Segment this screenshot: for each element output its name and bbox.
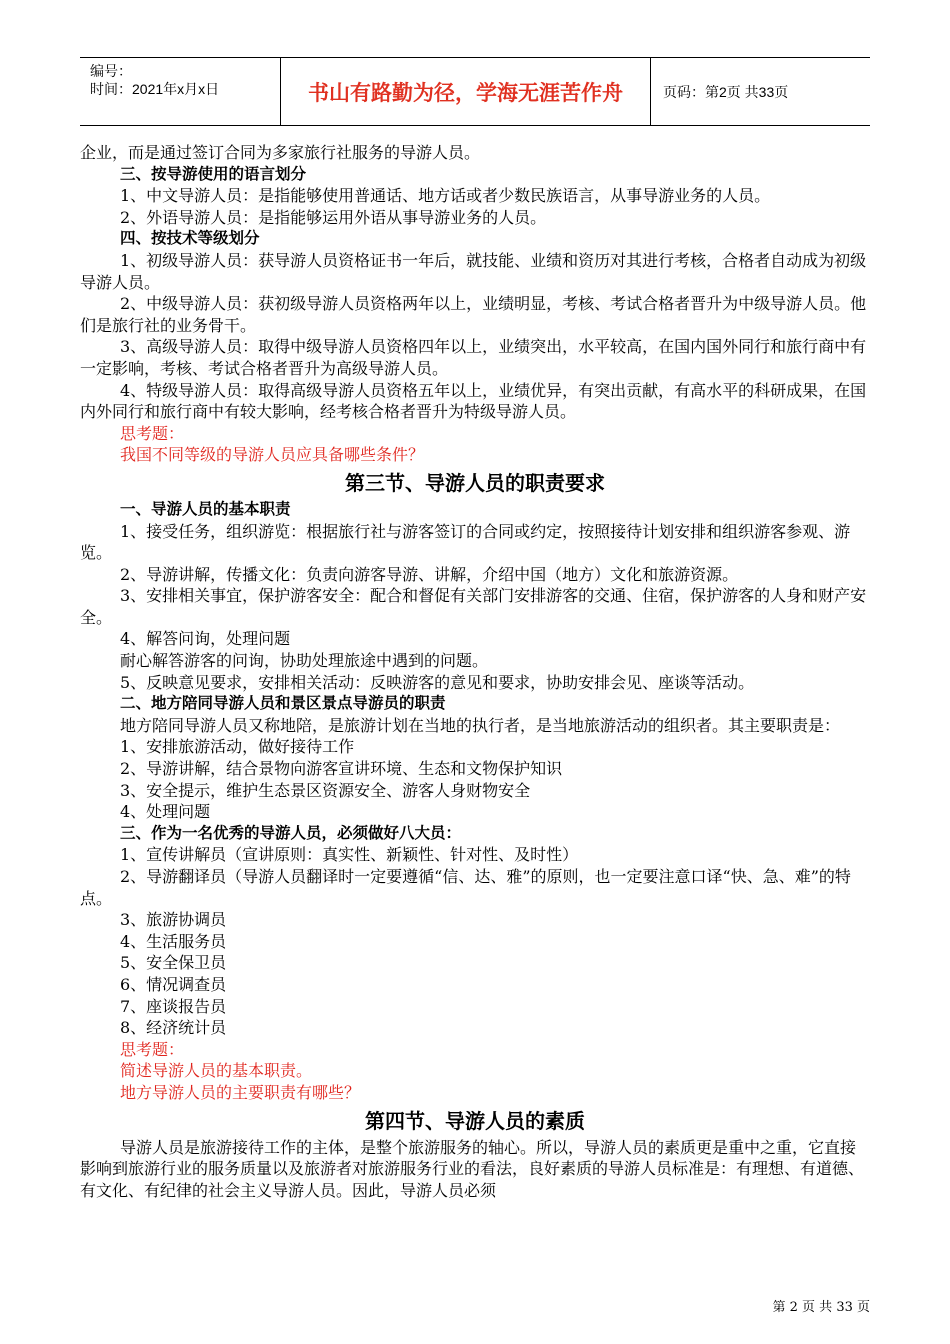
paragraph: 1、接受任务，组织游览：根据旅行社与游客签订的合同或约定，按照接待计划安排和组织游客参观、游览。 <box>80 521 851 563</box>
heading-local-guide: 二、地方陪同导游人员和景区景点导游员的职责 <box>120 694 446 713</box>
page-footer: 第 2 页 共 33 页 <box>772 1300 870 1315</box>
paragraph: 1、初级导游人员：获导游人员资格证书一年后，就技能、业绩和资历对其进行考核，合格者自动成为初级导游人员。 <box>80 250 867 292</box>
paragraph: 1、中文导游人员：是指能够使用普通话、地方话或者少数民族语言，从事导游业务的人员。 <box>120 186 771 206</box>
paragraph: 2、中级导游人员：获初级导游人员资格两年以上，业绩明显，考核、考试合格者晋升为中级导游人员。他们是旅行社的业务骨干。 <box>80 294 867 335</box>
paragraph: 5、反映意见要求，安排相关活动：反映游客的意见和要求，协助安排会见、座谈等活动。 <box>120 672 755 692</box>
doc-time: 时间：2021年x月x日 <box>90 81 220 97</box>
think-label: 思考题： <box>120 423 185 443</box>
section-title: 第三节、导游人员的职责要求 <box>345 470 605 495</box>
paragraph: 导游人员是旅游接待工作的主体，是整个旅游服务的轴心。所以，导游人员的素质更是重中之重，它直接影响到旅游行业的服务质量以及旅游者对旅游服务行业的看法，良好素质的导游人员标准是：有理想、有道德、有文化、有纪律的社会主义导游人员。因此，导游人员必须 <box>80 1137 865 1200</box>
paragraph: 2、导游讲解，传播文化：负责向游客导游、讲解，介绍中国（地方）文化和旅游资源。 <box>120 564 739 584</box>
page-header <box>80 57 870 126</box>
paragraph: 3、高级导游人员：取得中级导游人员资格四年以上，业绩突出，水平较高，在国内国外同行和旅行商中有一定影响，考核、考试合格者晋升为高级导游人员。 <box>80 337 867 378</box>
header-page-info: 页码：第2页 共33页 <box>663 83 789 100</box>
paragraph: 2、外语导游人员：是指能够运用外语从事导游业务的人员。 <box>120 207 547 227</box>
list-item: 7、座谈报告员 <box>120 996 227 1016</box>
list-item: 2、导游讲解，结合景物向游客宣讲环境、生态和文物保护知识 <box>120 759 563 779</box>
think-question: 地方导游人员的主要职责有哪些？ <box>120 1082 361 1102</box>
heading-level: 四、按技术等级划分 <box>120 229 260 248</box>
list-item: 8、经济统计员 <box>120 1018 227 1038</box>
list-item: 3、旅游协调员 <box>120 910 227 930</box>
list-item: 3、安全提示，维护生态景区资源安全、游客人身财物安全 <box>120 780 531 800</box>
paragraph: 企业，而是通过签订合同为多家旅行社服务的导游人员。 <box>80 143 481 162</box>
document-body <box>80 142 870 1201</box>
list-item: 6、情况调查员 <box>120 974 227 994</box>
paragraph: 4、特级导游人员：取得高级导游人员资格五年以上，业绩优异，有突出贡献，有高水平的科研成果，在国内外同行和旅行商中有较大影响，经考核合格者晋升为特级导游人员。 <box>80 380 867 422</box>
paragraph: 3、安排相关事宜，保护游客安全：配合和督促有关部门安排游客的交通、住宿，保护游客的人身和财产安全。 <box>80 586 867 627</box>
list-item: 4、生活服务员 <box>120 931 227 951</box>
list-item: 5、安全保卫员 <box>120 953 227 973</box>
paragraph: 地方陪同导游人员又称地陪，是旅游计划在当地的执行者，是当地旅游活动的组织者。其主要职责是： <box>120 715 841 735</box>
list-item: 1、安排旅游活动，做好接待工作 <box>120 737 355 757</box>
heading-basic-duties: 一、导游人员的基本职责 <box>120 499 291 518</box>
paragraph: 耐心解答游客的问询，协助处理旅途中遇到的问题。 <box>120 651 489 671</box>
paragraph: 4、解答问询，处理问题 <box>120 629 291 649</box>
heading-eight-roles: 三、作为一名优秀的导游人员，必须做好八大员： <box>120 823 462 842</box>
heading-language: 三、按导游使用的语言划分 <box>120 164 307 183</box>
list-item: 2、导游翻译员（导游人员翻译时一定要遵循“信、达、雅”的原则，也一定要注意口译“快、急、难”的特点。 <box>80 867 851 908</box>
list-item: 4、处理问题 <box>120 802 211 822</box>
header-motto: 书山有路勤为径，学海无涯苦作舟 <box>281 58 651 125</box>
header-meta <box>80 58 281 125</box>
think-question: 简述导游人员的基本职责。 <box>120 1061 313 1081</box>
think-question: 我国不同等级的导游人员应具备哪些条件？ <box>120 445 425 465</box>
section-title: 第四节、导游人员的素质 <box>365 1108 585 1133</box>
think-label: 思考题： <box>120 1039 185 1059</box>
doc-number-label: 编号： <box>90 63 132 79</box>
list-item: 1、宣传讲解员（宣讲原则：真实性、新颖性、针对性、及时性） <box>120 845 579 865</box>
